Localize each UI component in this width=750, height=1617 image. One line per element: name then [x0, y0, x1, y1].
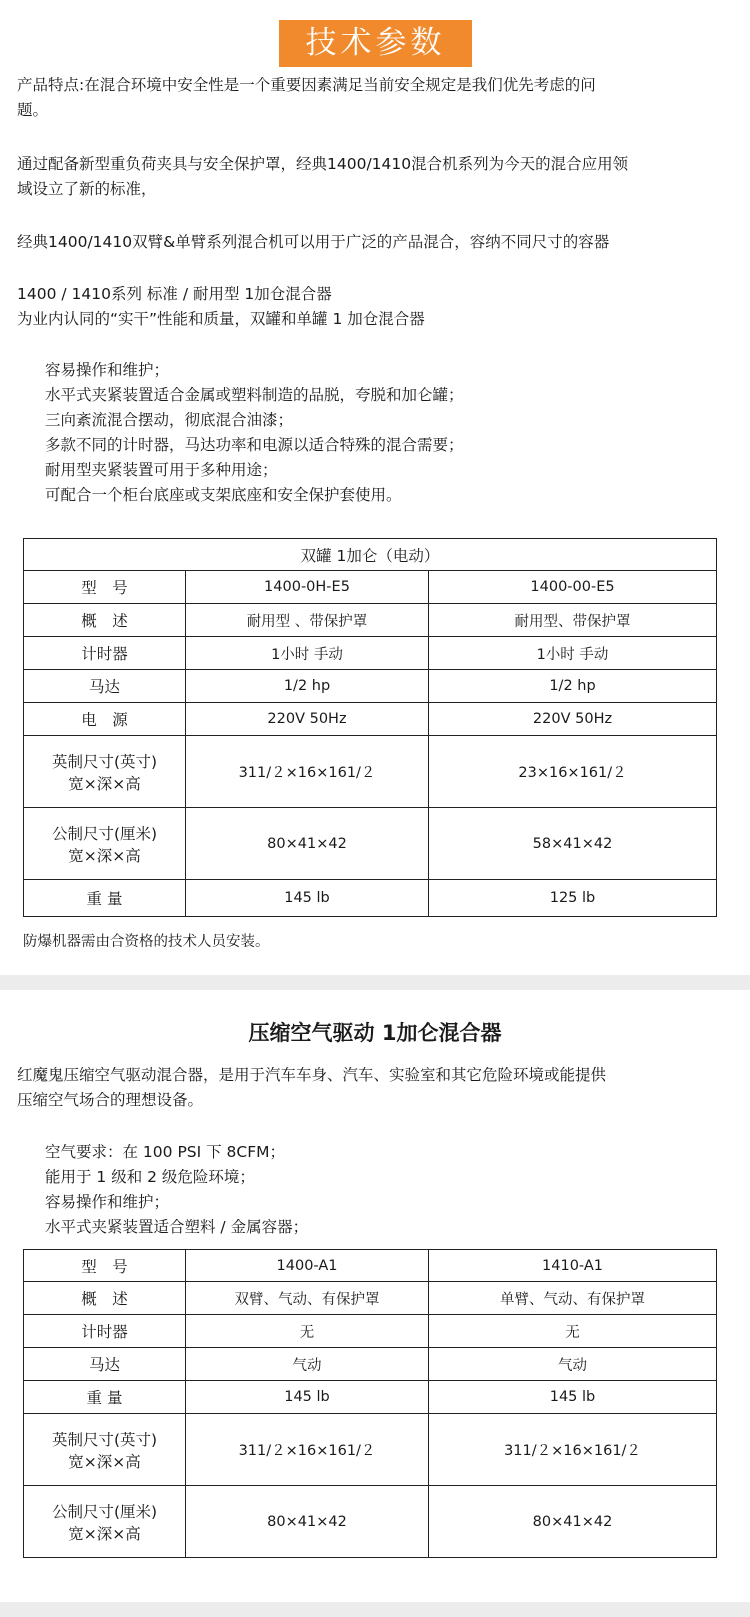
cell-value: 1400-0H-E5: [186, 571, 429, 604]
row-label: 马达: [24, 1348, 186, 1381]
cell-value: 耐用型 、带保护罩: [186, 604, 429, 637]
row-label: 重 量: [24, 880, 186, 917]
installation-note: 防爆机器需由合资格的技术人员安装。: [23, 934, 270, 950]
row-label: 概 述: [24, 1282, 186, 1315]
table-row: [24, 571, 717, 604]
table-row: [24, 736, 717, 808]
cell-value: 单臂、气动、有保护罩: [429, 1282, 717, 1315]
cell-value: 双臂、气动、有保护罩: [186, 1282, 429, 1315]
text-line: 压缩空气场合的理想设备。: [17, 1091, 204, 1109]
cell-value: 145 lb: [186, 1381, 429, 1414]
table-row: [24, 880, 717, 917]
cell-value: 1小时 手动: [186, 637, 429, 670]
list-item: 空气要求：在 100 PSI 下 8CFM；: [45, 1143, 286, 1161]
table-row: [24, 637, 717, 670]
cell-value: 1400-00-E5: [429, 571, 717, 604]
list-item: 多款不同的计时器，马达功率和电源以适合特殊的混合需要；: [45, 436, 464, 454]
row-label: 型 号: [24, 1250, 186, 1282]
cell-value: 311/２×16×161/２: [429, 1414, 717, 1486]
cell-value: 145 lb: [186, 880, 429, 917]
cell-value: 1410-A1: [429, 1250, 717, 1282]
table-row: [24, 1414, 717, 1486]
table-row: [24, 604, 717, 637]
row-label-line: 宽×深×高: [68, 1452, 141, 1471]
row-label: 电 源: [24, 703, 186, 736]
series-block: [17, 282, 737, 332]
row-label: 计时器: [24, 637, 186, 670]
features-paragraph: [17, 73, 737, 123]
text-line: 通过配备新型重负荷夹具与安全保护罩，经典1400/1410混合机系列为今天的混合应用领: [17, 155, 629, 173]
list-item: 容易操作和维护；: [45, 1193, 170, 1211]
list-item: 水平式夹紧装置适合金属或塑料制造的品脱，夸脱和加仑罐；: [45, 386, 464, 404]
cell-value: 无: [429, 1315, 717, 1348]
series-title: 1400 / 1410系列 标准 / 耐用型 1加仓混合器: [17, 285, 332, 303]
spec-table-air: [23, 1249, 717, 1558]
cell-value: 125 lb: [429, 880, 717, 917]
list-item: 耐用型夹紧装置可用于多种用途；: [45, 461, 278, 479]
text-line: 题。: [17, 101, 49, 119]
cell-value: 145 lb: [429, 1381, 717, 1414]
row-label-line: 英制尺寸(英寸): [51, 1430, 158, 1449]
row-label-line: 宽×深×高: [68, 1524, 141, 1543]
cell-value: 气动: [429, 1348, 717, 1381]
row-label-line: 宽×深×高: [68, 774, 141, 793]
table-row: [24, 1381, 717, 1414]
table-row: [24, 1486, 717, 1558]
compatibility-paragraph: 经典1400/1410双臂&单臂系列混合机可以用于广泛的产品混合，容纳不同尺寸的容器: [17, 233, 610, 251]
row-label: 计时器: [24, 1315, 186, 1348]
list-item: 容易操作和维护；: [45, 361, 170, 379]
list-item: 三向紊流混合摆动，彻底混合油漆；: [45, 411, 294, 429]
series-subtitle: 为业内认同的“实干”性能和质量，双罐和单罐 1 加仓混合器: [17, 310, 425, 328]
table-caption-row: [24, 539, 717, 571]
cell-value: 耐用型、带保护罩: [429, 604, 717, 637]
list-item: 能用于 1 级和 2 级危险环境；: [45, 1168, 255, 1186]
table-row: [24, 1282, 717, 1315]
text-line: 红魔鬼压缩空气驱动混合器，是用于汽车车身、汽车、实验室和其它危险环境或能提供: [17, 1066, 607, 1084]
row-label: [24, 1486, 186, 1558]
air-intro-paragraph: [17, 1063, 737, 1113]
row-label: 重 量: [24, 1381, 186, 1414]
cell-value: 311/２×16×161/２: [186, 1414, 429, 1486]
list-item: 可配合一个柜台底座或支架底座和安全保护套使用。: [45, 486, 402, 504]
intro-paragraph: [17, 152, 737, 202]
cell-value: 无: [186, 1315, 429, 1348]
feature-list: [45, 358, 735, 508]
section-banner: 技术参数: [279, 20, 472, 67]
row-label-line: 宽×深×高: [68, 846, 141, 865]
row-label: [24, 1414, 186, 1486]
cell-value: 80×41×42: [429, 1486, 717, 1558]
cell-value: 1/2 hp: [186, 670, 429, 703]
air-feature-list: [45, 1140, 735, 1240]
cell-value: 80×41×42: [186, 808, 429, 880]
text-line: 域设立了新的标准，: [17, 180, 157, 198]
cell-value: 气动: [186, 1348, 429, 1381]
row-label: 概 述: [24, 604, 186, 637]
table-row: [24, 1250, 717, 1282]
row-label: 马达: [24, 670, 186, 703]
table-row: [24, 670, 717, 703]
list-item: 水平式夹紧装置适合塑料 / 金属容器；: [45, 1218, 309, 1236]
row-label-line: 公制尺寸(厘米): [51, 824, 158, 843]
row-label-line: 英制尺寸(英寸): [51, 752, 158, 771]
table-row: [24, 703, 717, 736]
cell-value: 23×16×161/２: [429, 736, 717, 808]
spec-table-electric: [23, 538, 717, 917]
section-title: 压缩空气驱动 1加仑混合器: [248, 1021, 502, 1045]
row-label: 型 号: [24, 571, 186, 604]
row-label: [24, 736, 186, 808]
section-air-mixer: [0, 990, 750, 1602]
table-row: [24, 1348, 717, 1381]
table-row: [24, 1315, 717, 1348]
cell-value: 80×41×42: [186, 1486, 429, 1558]
row-label-line: 公制尺寸(厘米): [51, 1502, 158, 1521]
table-caption: 双罐 1加仑（电动）: [24, 539, 717, 571]
cell-value: 1小时 手动: [429, 637, 717, 670]
cell-value: 1400-A1: [186, 1250, 429, 1282]
text-line: 产品特点:在混合环境中安全性是一个重要因素满足当前安全规定是我们优先考虑的问: [17, 76, 596, 94]
row-label: [24, 808, 186, 880]
cell-value: 1/2 hp: [429, 670, 717, 703]
cell-value: 220V 50Hz: [429, 703, 717, 736]
cell-value: 58×41×42: [429, 808, 717, 880]
table-row: [24, 808, 717, 880]
cell-value: 311/２×16×161/２: [186, 736, 429, 808]
cell-value: 220V 50Hz: [186, 703, 429, 736]
